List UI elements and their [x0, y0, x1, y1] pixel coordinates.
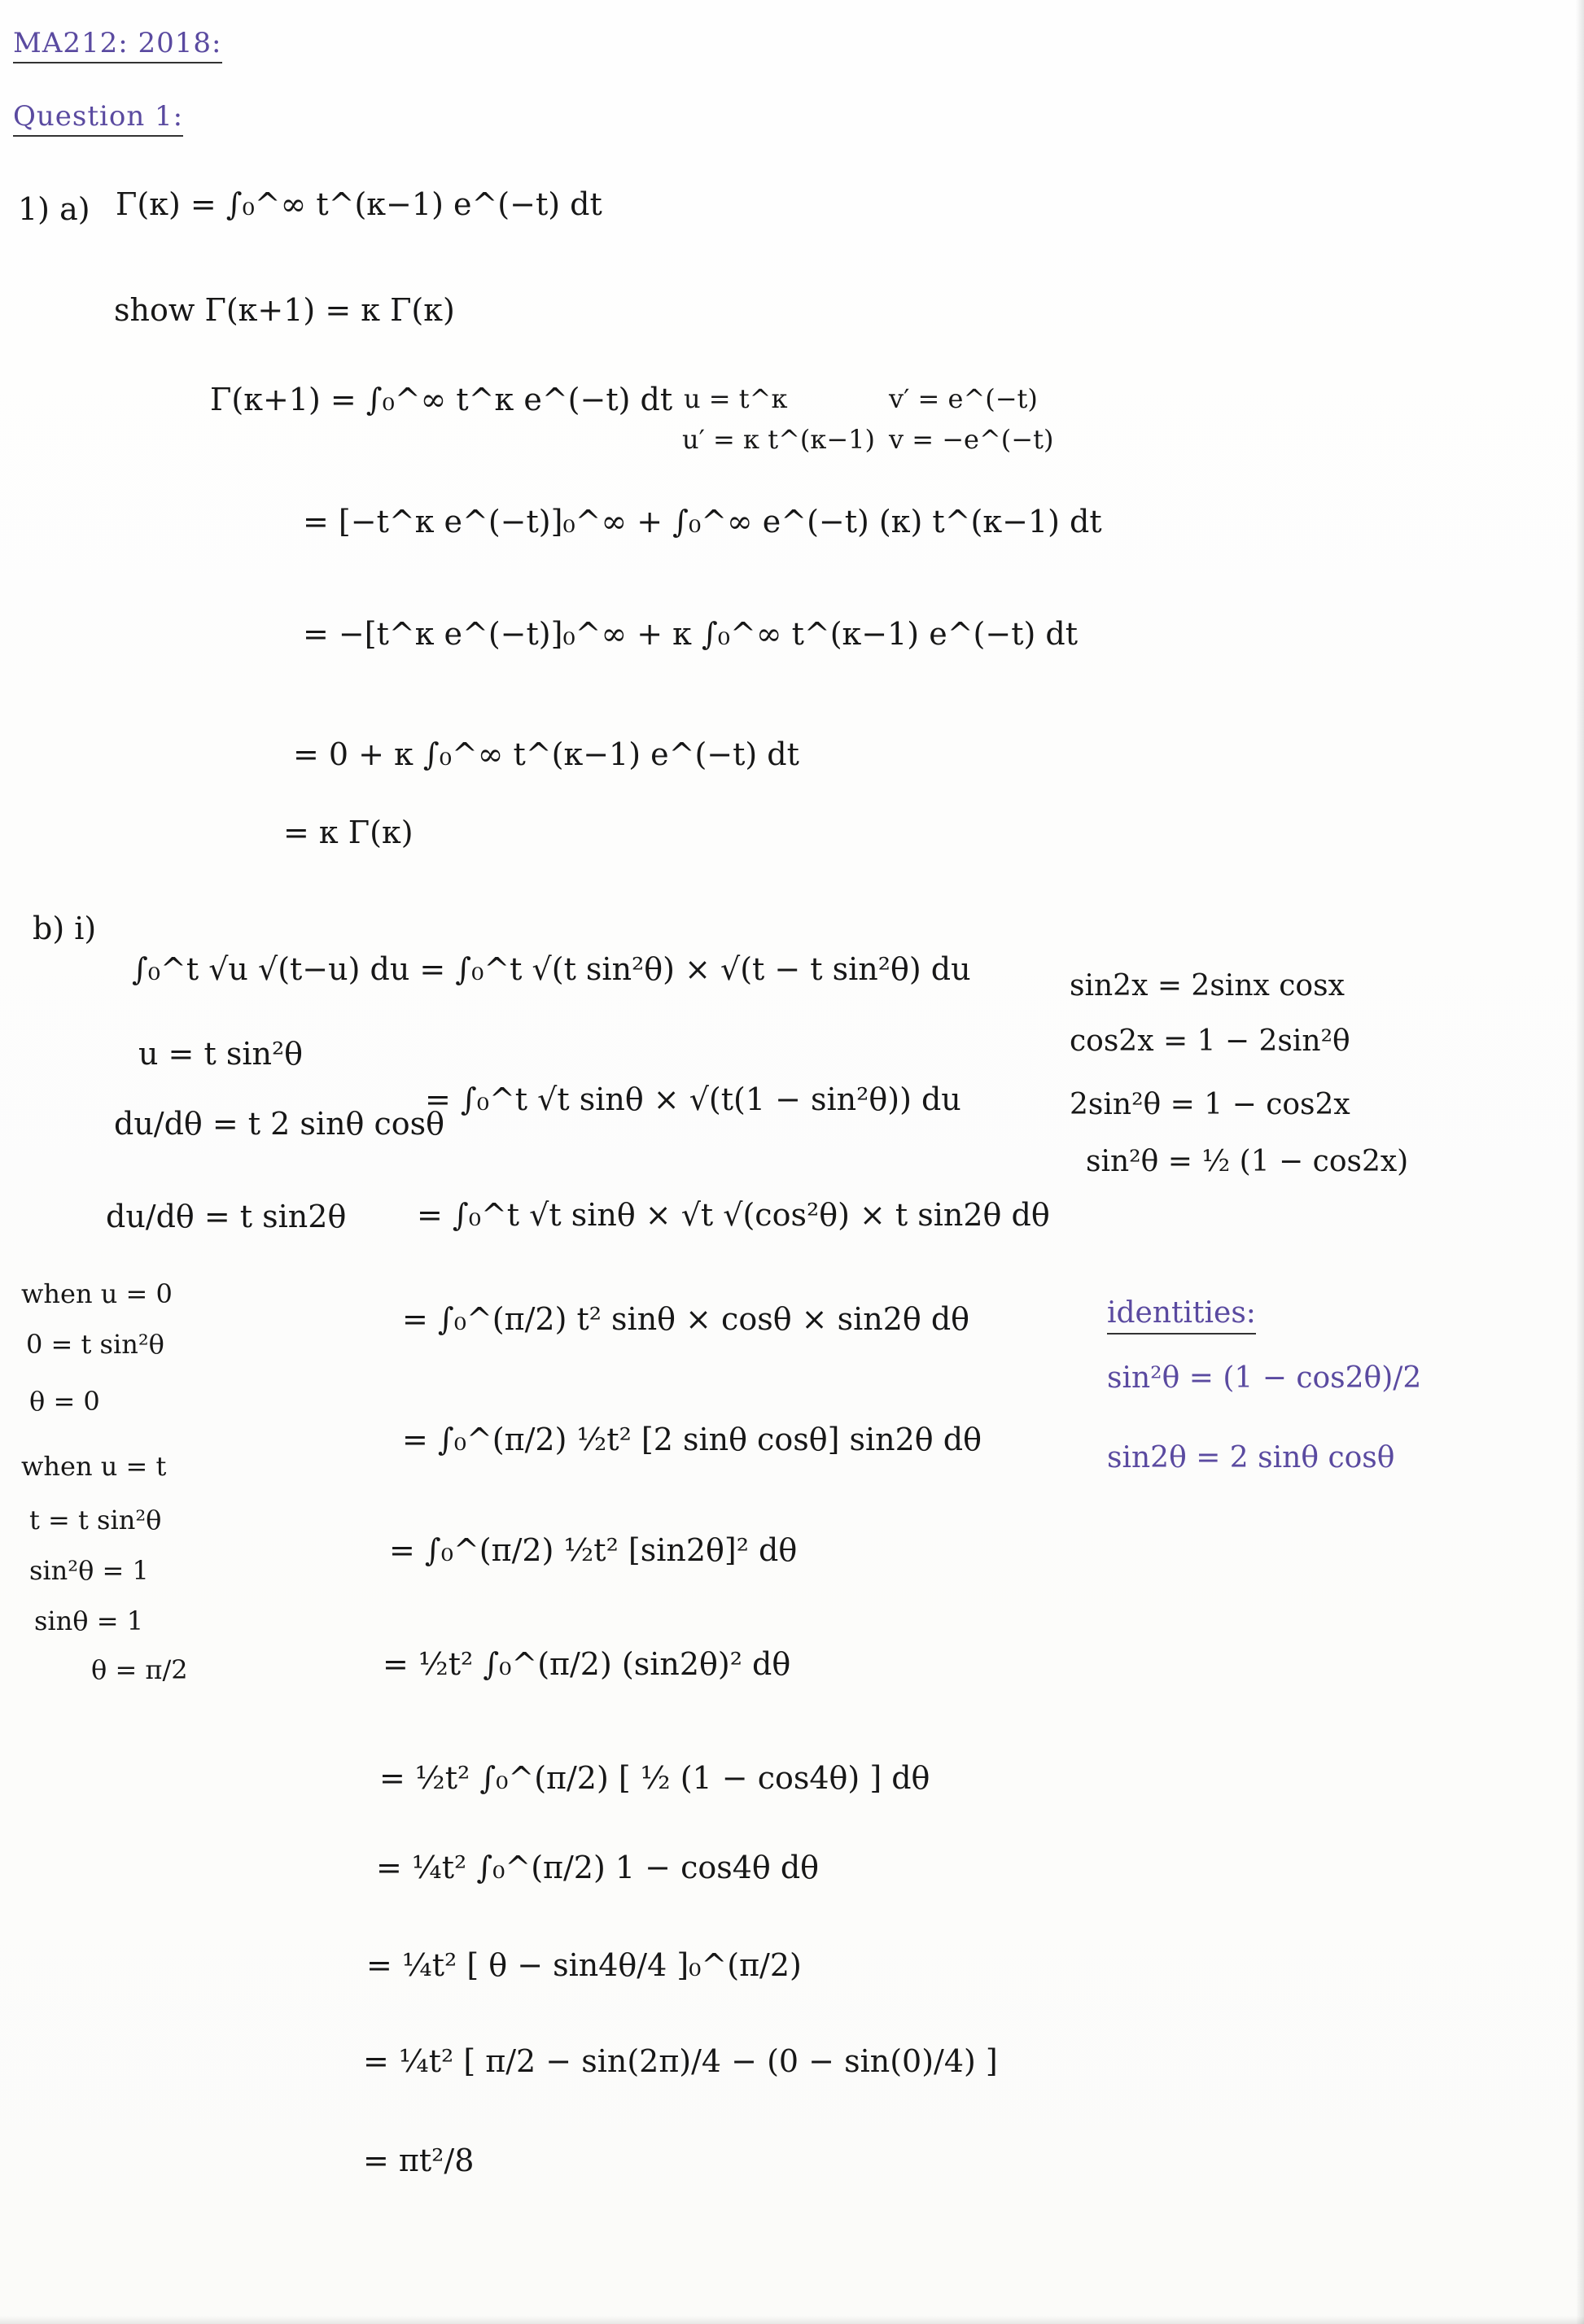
integral-line-2: = ∫₀^t √t sinθ × √(t(1 − sin²θ)) du: [425, 1081, 961, 1117]
identity-2: sin2θ = 2 sinθ cosθ: [1107, 1441, 1395, 1474]
substitution-du: du/dθ = t 2 sinθ cosθ: [114, 1106, 445, 1142]
side-note-4: sin²θ = ½ (1 − cos2x): [1086, 1145, 1409, 1178]
integral-line-11: = ¼t² [ π/2 − sin(2π)/4 − (0 − sin(0)/4) ]: [363, 2043, 998, 2079]
step-5: = κ Γ(κ): [283, 815, 414, 850]
integral-line-8: = ½t² ∫₀^(π/2) [ ½ (1 − cos4θ) ] dθ: [379, 1760, 930, 1796]
integral-line-1: ∫₀^t √u √(t−u) du = ∫₀^t √(t sin²θ) × √(t − t sin²θ) du: [132, 951, 971, 987]
show-statement: show Γ(κ+1) = κ Γ(κ): [114, 292, 455, 328]
side-note-3: 2sin²θ = 1 − cos2x: [1070, 1088, 1350, 1121]
integral-line-5: = ∫₀^(π/2) ½t² [2 sinθ cosθ] sin2θ dθ: [402, 1422, 982, 1457]
question-heading: Question 1:: [13, 103, 183, 137]
page-edge-right: [1576, 0, 1584, 2324]
side-note-2: cos2x = 1 − 2sin²θ: [1070, 1024, 1350, 1058]
integral-line-6: = ∫₀^(π/2) ½t² [sin2θ]² dθ: [389, 1532, 798, 1568]
step-2: = [−t^κ e^(−t)]₀^∞ + ∫₀^∞ e^(−t) (κ) t^(κ−1) dt: [303, 504, 1102, 540]
part-b-label: b) i): [33, 911, 97, 946]
side-note-1: sin2x = 2sinx cosx: [1070, 969, 1345, 1003]
when-u-zero: when u = 0: [21, 1278, 173, 1309]
when-u-t-d: θ = π/2: [91, 1654, 188, 1685]
step-3: = −[t^κ e^(−t)]₀^∞ + κ ∫₀^∞ t^(κ−1) e^(−t) dt: [303, 616, 1078, 652]
course-heading: MA212: 2018:: [13, 29, 222, 63]
identities-title: identities:: [1107, 1299, 1256, 1335]
step-4: = 0 + κ ∫₀^∞ t^(κ−1) e^(−t) dt: [293, 736, 799, 772]
when-u-t: when u = t: [21, 1451, 167, 1482]
identity-1: sin²θ = (1 − cos2θ)/2: [1107, 1361, 1422, 1395]
sub-v-prime: v′ = e^(−t): [889, 383, 1038, 414]
substitution-u: u = t sin²θ: [138, 1036, 304, 1072]
sub-v: v = −e^(−t): [889, 424, 1054, 455]
final-result: = πt²/8: [363, 2143, 475, 2178]
step-1: Γ(κ+1) = ∫₀^∞ t^κ e^(−t) dt: [210, 382, 673, 417]
part-a-label: 1) a): [18, 191, 90, 227]
integral-line-9: = ¼t² ∫₀^(π/2) 1 − cos4θ dθ: [376, 1850, 820, 1885]
integral-line-10: = ¼t² [ θ − sin4θ/4 ]₀^(π/2): [366, 1947, 802, 1983]
page-edge-bottom: [0, 2316, 1584, 2324]
when-u-zero-b: θ = 0: [29, 1386, 100, 1417]
sub-u: u = t^κ: [684, 383, 788, 414]
integral-line-7: = ½t² ∫₀^(π/2) (sin2θ)² dθ: [383, 1646, 791, 1682]
sub-du: u′ = κ t^(κ−1): [682, 424, 876, 455]
substitution-du-2: du/dθ = t sin2θ: [106, 1199, 347, 1234]
integral-line-3: = ∫₀^t √t sinθ × √t √(cos²θ) × t sin2θ dθ: [417, 1197, 1050, 1233]
integral-line-4: = ∫₀^(π/2) t² sinθ × cosθ × sin2θ dθ: [402, 1301, 970, 1337]
when-u-t-c: sinθ = 1: [34, 1605, 144, 1636]
when-u-t-a: t = t sin²θ: [29, 1505, 162, 1536]
when-u-zero-a: 0 = t sin²θ: [26, 1329, 164, 1360]
when-u-t-b: sin²θ = 1: [29, 1555, 149, 1586]
gamma-definition: Γ(κ) = ∫₀^∞ t^(κ−1) e^(−t) dt: [116, 186, 602, 222]
